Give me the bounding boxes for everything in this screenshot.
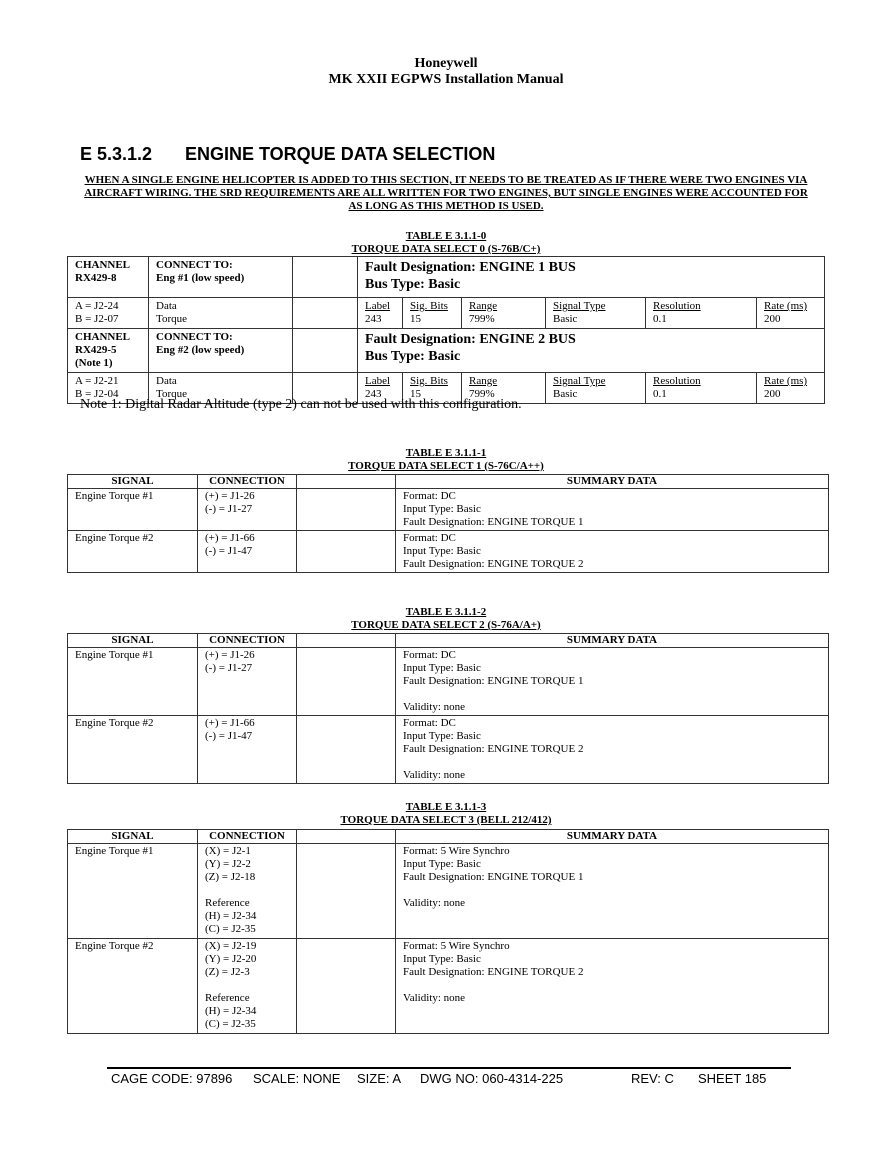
signal-type-value: Basic (553, 313, 578, 325)
summary-column-header: SUMMARY DATA (396, 634, 829, 648)
blank-column-header (297, 830, 396, 844)
signal-type-heading: Signal Type (553, 375, 606, 387)
fault-designation-cell (358, 329, 825, 373)
drawing-number: DWG NO: 060-4314-225 (420, 1071, 564, 1086)
signal-cell: Engine Torque #2 (68, 531, 198, 573)
summary-column-header: SUMMARY DATA (396, 475, 829, 489)
bus-type: Bus Type: Basic (365, 277, 461, 292)
fault-designation: Fault Designation: ENGINE 2 BUS (365, 332, 576, 347)
table3-caption-number: TABLE E 3.1.1-3 (405, 801, 487, 813)
connect-to-cell: CONNECT TO: Eng #1 (low speed) (149, 257, 293, 298)
range-value: 799% (469, 313, 495, 325)
section-number: E 5.3.1.2 (80, 144, 153, 164)
channel-cell: CHANNEL RX429-8 (68, 257, 149, 298)
blank-cell (297, 531, 396, 573)
signal-cell: Engine Torque #2 (68, 716, 198, 784)
table0 (67, 256, 825, 404)
table1 (67, 474, 829, 573)
signal-cell: Engine Torque #1 (68, 489, 198, 531)
size: SIZE: A (357, 1071, 402, 1086)
table-row (68, 716, 829, 784)
summary-cell: Format: 5 Wire Synchro Input Type: Basic Fault Designation: ENGINE TORQUE 1 Validity: none (396, 844, 829, 939)
pins-cell: A = J2-24 B = J2-07 (68, 298, 149, 329)
resolution-cell (646, 373, 757, 404)
data-type-cell: Data Torque (149, 373, 293, 404)
connection-cell: (+) = J1-26 (-) = J1-27 (198, 489, 297, 531)
signal-type-value: Basic (553, 388, 578, 400)
section-notice: WHEN A SINGLE ENGINE HELICOPTER IS ADDED TO THIS SECTION, IT NEEDS TO BE TREATED AS IF THERE WERE TWO ENGINES VIA AIRCRAFT WIRING. THE SRD REQUIREMENTS ARE ALL WRITTEN FOR TWO ENGINES, BUT SINGLE ENGINES WERE ACCOUNTED FOR AS LONG AS THIS METHOD IS USED. (84, 174, 808, 212)
revision: REV: C (631, 1071, 674, 1086)
range-cell (462, 298, 546, 329)
connection-column-header: CONNECTION (198, 830, 297, 844)
table2-caption-title: TORQUE DATA SELECT 2 (S-76A/A+) (351, 619, 541, 631)
summary-cell: Format: DC Input Type: Basic Fault Designation: ENGINE TORQUE 1 (396, 489, 829, 531)
resolution-cell (646, 298, 757, 329)
blank-cell (297, 844, 396, 939)
table0-caption-number: TABLE E 3.1.1-0 (405, 230, 487, 242)
signal-cell: Engine Torque #1 (68, 844, 198, 939)
resolution-heading: Resolution (653, 300, 701, 312)
table0-block1-header (68, 257, 825, 298)
table3-header-row (68, 830, 829, 844)
blank-cell (293, 257, 358, 298)
table0-block2-header (68, 329, 825, 373)
summary-cell: Format: DC Input Type: Basic Fault Designation: ENGINE TORQUE 2 (396, 531, 829, 573)
signal-type-heading: Signal Type (553, 300, 606, 312)
label-heading: Label (365, 300, 391, 312)
summary-cell: Format: DC Input Type: Basic Fault Designation: ENGINE TORQUE 1 Validity: none (396, 648, 829, 716)
blank-cell (297, 716, 396, 784)
table2 (67, 633, 829, 784)
channel-cell: CHANNEL RX429-5 (Note 1) (68, 329, 149, 373)
connection-column-header: CONNECTION (198, 634, 297, 648)
table0-block1-data (68, 298, 825, 329)
connection-cell: (X) = J2-19 (Y) = J2-20 (Z) = J2-3 Reference (H) = J2-34 (C) = J2-35 (198, 939, 297, 1034)
connection-cell: (+) = J1-26 (-) = J1-27 (198, 648, 297, 716)
footer-rule (107, 1067, 791, 1069)
resolution-value: 0.1 (653, 388, 667, 400)
blank-column-header (297, 634, 396, 648)
rate-heading: Rate (ms) (764, 375, 808, 387)
resolution-value: 0.1 (653, 313, 667, 325)
blank-cell (297, 489, 396, 531)
table-row (68, 489, 829, 531)
label-cell (358, 298, 403, 329)
table3-caption-title: TORQUE DATA SELECT 3 (BELL 212/412) (340, 814, 552, 826)
connection-cell: (+) = J1-66 (-) = J1-47 (198, 531, 297, 573)
blank-cell (293, 298, 358, 329)
sig-bits-value: 15 (410, 388, 421, 400)
table0-caption-title: TORQUE DATA SELECT 0 (S-76B/C+) (351, 243, 541, 255)
signal-column-header: SIGNAL (68, 830, 198, 844)
table2-header-row (68, 634, 829, 648)
signal-column-header: SIGNAL (68, 634, 198, 648)
pins-cell: A = J2-21 B = J2-04 (68, 373, 149, 404)
summary-cell: Format: 5 Wire Synchro Input Type: Basic Fault Designation: ENGINE TORQUE 2 Validity: none (396, 939, 829, 1034)
rate-heading: Rate (ms) (764, 300, 808, 312)
range-heading: Range (469, 300, 498, 312)
sig-bits-cell (403, 298, 462, 329)
section-title: ENGINE TORQUE DATA SELECTION (185, 144, 496, 164)
section-heading (80, 144, 495, 165)
rate-value: 200 (764, 313, 781, 325)
signal-type-cell (546, 373, 646, 404)
sig-bits-heading: Sig. Bits (410, 300, 448, 312)
manual-title: MK XXII EGPWS Installation Manual (328, 72, 564, 87)
sig-bits-value: 15 (410, 313, 421, 325)
range-heading: Range (469, 375, 498, 387)
signal-cell: Engine Torque #1 (68, 648, 198, 716)
blank-cell (293, 329, 358, 373)
scale: SCALE: NONE (253, 1071, 341, 1086)
rate-value: 200 (764, 388, 781, 400)
rate-cell (757, 298, 825, 329)
table0-note: Note 1: Digital Radar Altitude (type 2) can not be used with this configuration. (80, 397, 522, 412)
table-row (68, 531, 829, 573)
company-name: Honeywell (414, 56, 478, 71)
table-row (68, 939, 829, 1034)
table-row (68, 844, 829, 939)
summary-column-header: SUMMARY DATA (396, 830, 829, 844)
table3 (67, 829, 829, 1034)
connect-to-cell: CONNECT TO: Eng #2 (low speed) (149, 329, 293, 373)
data-type-cell: Data Torque (149, 298, 293, 329)
signal-type-cell (546, 298, 646, 329)
bus-type: Bus Type: Basic (365, 349, 461, 364)
connection-cell: (+) = J1-66 (-) = J1-47 (198, 716, 297, 784)
blank-column-header (297, 475, 396, 489)
blank-cell (297, 939, 396, 1034)
blank-cell (297, 648, 396, 716)
signal-cell: Engine Torque #2 (68, 939, 198, 1034)
connection-cell: (X) = J2-1 (Y) = J2-2 (Z) = J2-18 Reference (H) = J2-34 (C) = J2-35 (198, 844, 297, 939)
rate-cell (757, 373, 825, 404)
label-heading: Label (365, 375, 391, 387)
sheet-number: SHEET 185 (698, 1071, 767, 1086)
table1-caption-number: TABLE E 3.1.1-1 (405, 447, 487, 459)
table1-caption-title: TORQUE DATA SELECT 1 (S-76C/A++) (348, 460, 544, 472)
label-value: 243 (365, 313, 382, 325)
connection-column-header: CONNECTION (198, 475, 297, 489)
resolution-heading: Resolution (653, 375, 701, 387)
cage-code: CAGE CODE: 97896 (111, 1071, 233, 1086)
summary-cell: Format: DC Input Type: Basic Fault Designation: ENGINE TORQUE 2 Validity: none (396, 716, 829, 784)
signal-column-header: SIGNAL (68, 475, 198, 489)
table-row (68, 648, 829, 716)
range-value: 799% (469, 388, 495, 400)
label-value: 243 (365, 388, 382, 400)
sig-bits-heading: Sig. Bits (410, 375, 448, 387)
fault-designation: Fault Designation: ENGINE 1 BUS (365, 260, 576, 275)
table2-caption-number: TABLE E 3.1.1-2 (405, 606, 487, 618)
fault-designation-cell (358, 257, 825, 298)
table1-header-row (68, 475, 829, 489)
